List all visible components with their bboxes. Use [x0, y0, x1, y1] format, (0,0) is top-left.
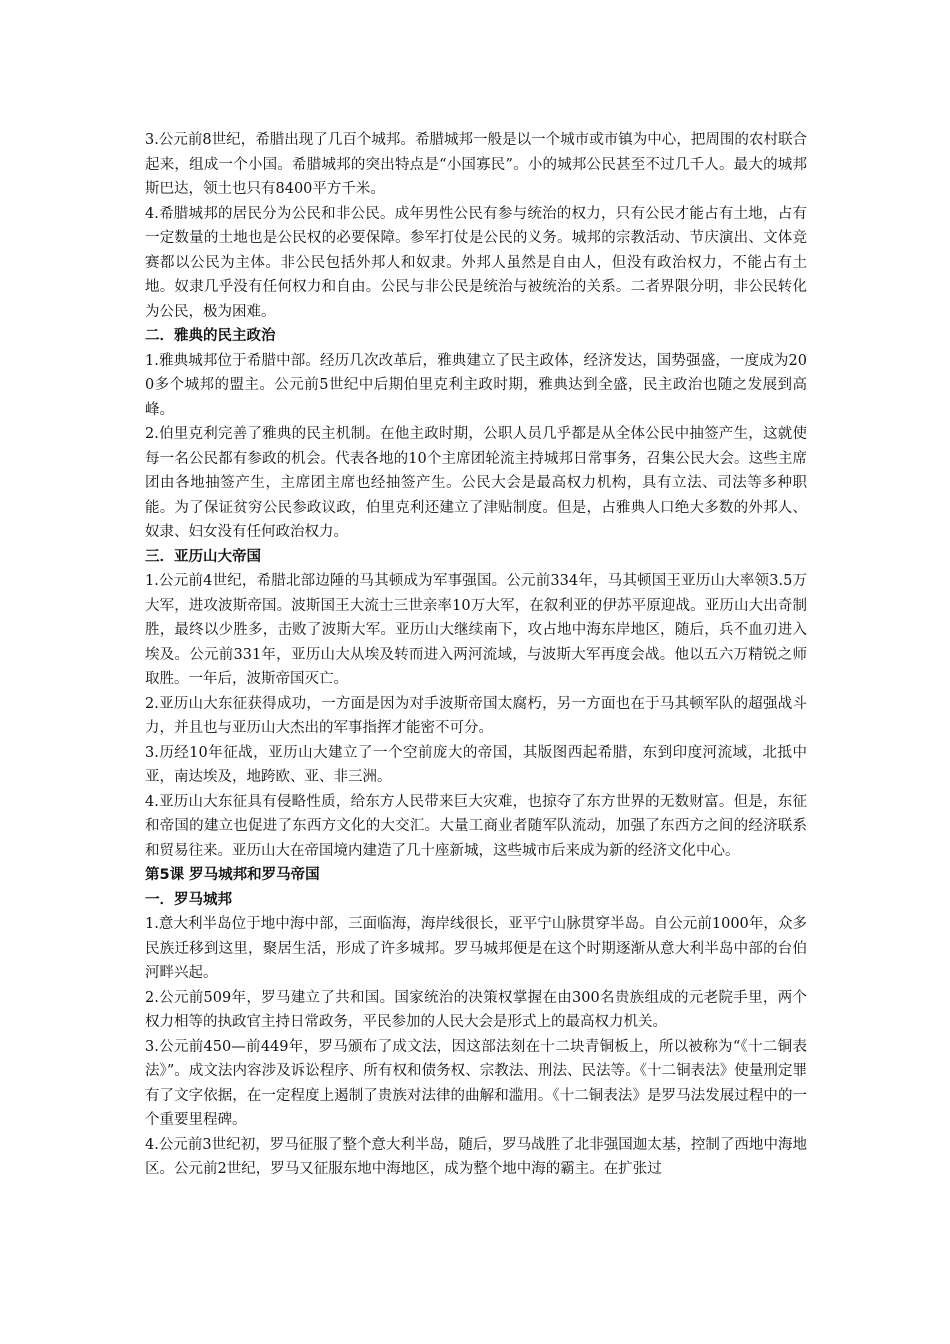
- paragraph: 4.希腊城邦的居民分为公民和非公民。成年男性公民有参与统治的权力，只有公民才能占有土地，占有一定数量的土地也是公民权的必要保障。参军打仗是公民的义务。城邦的宗教活动、节庆演出、文体竞赛都以公民为主体。非公民包括外邦人和奴隶。外邦人虽然是自由人，但没有政治权力，不能占有土地。奴隶几乎没有任何权力和自由。公民与非公民是统治与被统治的关系。二者界限分明，非公民转化为公民，极为困难。: [145, 205, 807, 320]
- paragraph: 1.公元前4世纪，希腊北部边陲的马其顿成为军事强国。公元前334年，马其顿国王亚历山大率领3.5万大军，进攻波斯帝国。波斯国王大流士三世亲率10万大军，在叙利亚的伊苏平原迎战。亚历山大出奇制胜，最终以少胜多，击败了波斯大军。亚历山大继续南下，攻占地中海东岸地区，随后，兵不血刃进入埃及。公元前331年，亚历山大从埃及转而进入两河流域，与波斯大军再度会战。他以五六万精锐之师取胜。一年后，波斯帝国灭亡。: [145, 573, 807, 687]
- document-page: [145, 128, 807, 1182]
- paragraph: 4.亚历山大东征具有侵略性质，给东方人民带来巨大灾难，也掠夺了东方世界的无数财富。但是，东征和帝国的建立也促进了东西方文化的大交汇。大量工商业者随军队流动，加强了东西方之间的经济联系和贸易往来。亚历山大在帝国境内建造了几十座新城，这些城市后来成为新的经济文化中心。: [145, 793, 807, 859]
- paragraph: 1.雅典城邦位于希腊中部。经历几次改革后，雅典建立了民主政体，经济发达，国势强盛，一度成为200多个城邦的盟主。公元前5世纪中后期伯里克利主政时期，雅典达到全盛，民主政治也随之发展到高峰。: [145, 352, 807, 418]
- paragraph: 3.公元前450—前449年，罗马颁布了成文法，因这部法刻在十二块青铜板上，所以被称为“《十二铜表法》”。成文法内容涉及诉讼程序、所有权和债务权、宗教法、刑法、民法等。《十二铜表法》使量刑定罪有了文字依据，在一定程度上遏制了贵族对法律的曲解和滥用。《十二铜表法》是罗马法发展过程中的一个重要里程碑。: [145, 1038, 807, 1128]
- paragraph: 3.历经10年征战，亚历山大建立了一个空前庞大的帝国，其版图西起希腊，东到印度河流域，北抵中亚，南达埃及，地跨欧、亚、非三洲。: [145, 744, 807, 785]
- paragraph: 3.公元前8世纪，希腊出现了几百个城邦。希腊城邦一般是以一个城市或市镇为中心，把周围的农村联合起来，组成一个小国。希腊城邦的突出特点是“小国寡民”。小的城邦公民甚至不过几千人。最大的城邦斯巴达，领土也只有8400平方千米。: [145, 132, 807, 197]
- lesson-title: 第5课 罗马城邦和罗马帝国: [145, 867, 320, 883]
- section-heading: 一．罗马城邦: [145, 891, 232, 908]
- paragraph: 4.公元前3世纪初，罗马征服了整个意大利半岛，随后，罗马战胜了北非强国迦太基，控制了西地中海地区。公元前2世纪，罗马又征服东地中海地区，成为整个地中海的霸主。在扩张过: [145, 1136, 807, 1177]
- section-heading: 三．亚历山大帝国: [145, 548, 261, 565]
- paragraph: 2.公元前509年，罗马建立了共和国。国家统治的决策权掌握在由300名贵族组成的元老院手里，两个权力相等的执政官主持日常政务，平民参加的人民大会是形式上的最高权力机关。: [145, 989, 807, 1030]
- section-heading: 二．雅典的民主政治: [145, 328, 276, 344]
- paragraph: 2.伯里克利完善了雅典的民主机制。在他主政时期，公职人员几乎都是从全体公民中抽签产生，这就使每一名公民都有参政的机会。代表各地的10个主席团轮流主持城邦日常事务，召集公民大会。这些主席团由各地抽签产生，主席团主席也经抽签产生。公民大会是最高权力机构，具有立法、司法等多种职能。为了保证贫穷公民参政议政，伯里克利还建立了津贴制度。但是，占雅典人口绝大多数的外邦人、奴隶、妇女没有任何政治权力。: [145, 426, 807, 540]
- paragraph: 2.亚历山大东征获得成功，一方面是因为对手波斯帝国太腐朽，另一方面也在于马其顿军队的超强战斗力，并且也与亚历山大杰出的军事指挥才能密不可分。: [145, 695, 807, 736]
- paragraph: 1.意大利半岛位于地中海中部，三面临海，海岸线很长，亚平宁山脉贯穿半岛。自公元前1000年，众多民族迁移到这里，聚居生活，形成了许多城邦。罗马城邦便是在这个时期逐渐从意大利半岛中部的台伯河畔兴起。: [145, 916, 807, 981]
